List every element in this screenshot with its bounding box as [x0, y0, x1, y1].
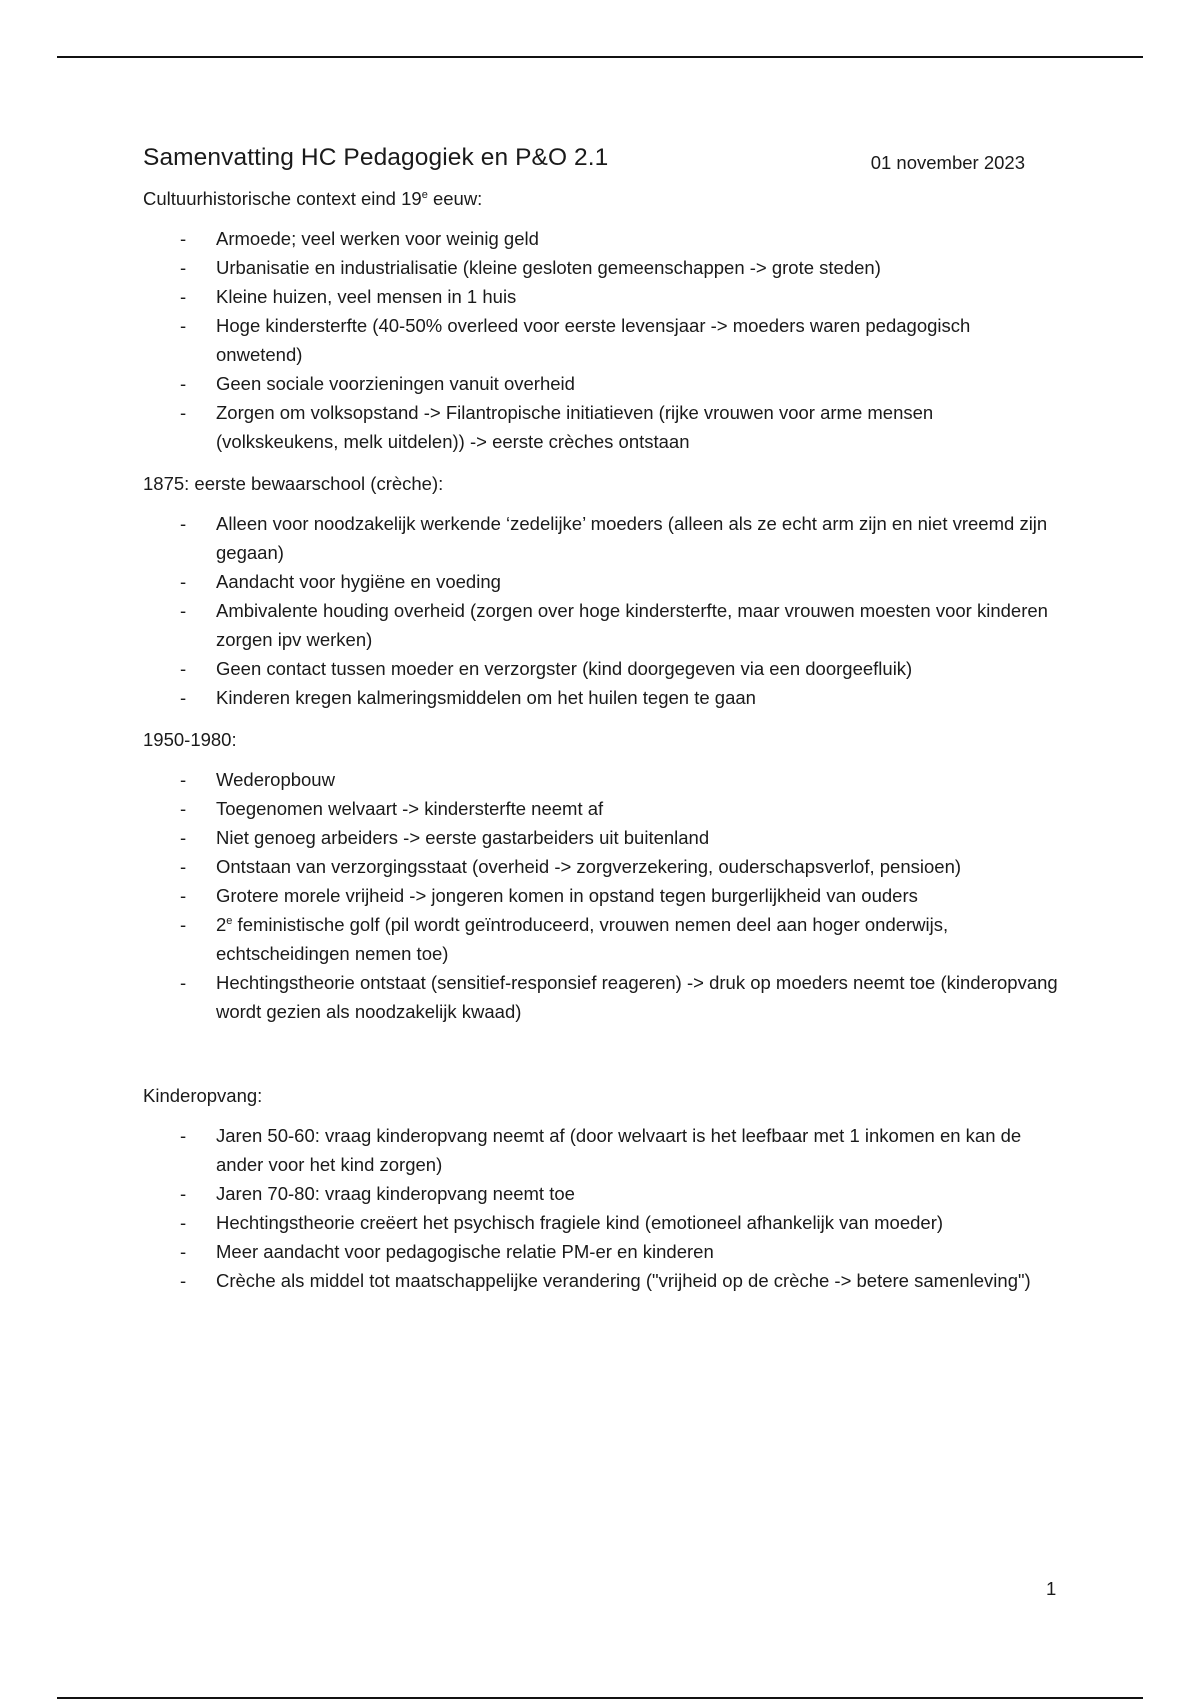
list-item: - Alleen voor noodzakelijk werkende ‘zedelijke’ moeders (alleen als ze echt arm zijn en niet vreemd zijn gegaan) [180, 513, 1048, 563]
spacer [143, 1039, 1058, 1081]
section-heading-kinderopvang: Kinderopvang: [143, 1085, 263, 1106]
list-1875 [143, 509, 1058, 712]
list-item: - Grotere morele vrijheid -> jongeren komen in opstand tegen burgerlijkheid van ouders [180, 885, 918, 906]
title-row [143, 140, 1058, 184]
section-heading-1950-1980: 1950-1980: [143, 729, 237, 750]
document-title: Samenvatting HC Pedagogiek en P&O 2.1 [143, 144, 609, 171]
list-item: - 2e feministische golf (pil wordt geïntroduceerd, vrouwen nemen deel aan hoger onderwijs, echtscheidingen nemen toe) [180, 914, 949, 964]
document-date: 01 november 2023 [870, 152, 1025, 173]
list-item: - Geen sociale voorzieningen vanuit overheid [180, 373, 575, 394]
list-item: - Armoede; veel werken voor weinig geld [180, 228, 539, 249]
page-number: 1 [1046, 1578, 1057, 1599]
list-item: - Geen contact tussen moeder en verzorgster (kind doorgegeven via een doorgeefluik) [180, 658, 913, 679]
list-item: - Meer aandacht voor pedagogische relatie PM-er en kinderen [180, 1241, 714, 1262]
list-item: - Wederopbouw [180, 769, 335, 790]
section-heading-cultural-context: Cultuurhistorische context eind 19e eeuw: [143, 188, 483, 209]
section-heading-1875: 1875: eerste bewaarschool (crèche): [143, 473, 444, 494]
list-item: - Niet genoeg arbeiders -> eerste gastarbeiders uit buitenland [180, 827, 710, 848]
list-item: - Crèche als middel tot maatschappelijke verandering ("vrijheid op de crèche -> betere samenleving") [180, 1270, 1031, 1291]
list-kinderopvang [143, 1121, 1058, 1295]
list-item: - Toegenomen welvaart -> kindersterfte neemt af [180, 798, 604, 819]
header-rule [57, 56, 1143, 58]
list-1950-1980 [143, 765, 1058, 1026]
list-item: - Jaren 50-60: vraag kinderopvang neemt af (door welvaart is het leefbaar met 1 inkomen en kan de ander voor het kind zorgen) [180, 1125, 1022, 1175]
list-item: - Urbanisatie en industrialisatie (kleine gesloten gemeenschappen -> grote steden) [180, 257, 881, 278]
list-item: - Jaren 70-80: vraag kinderopvang neemt toe [180, 1183, 575, 1204]
footer-rule [57, 1697, 1143, 1699]
list-item: - Zorgen om volksopstand -> Filantropische initiatieven (rijke vrouwen voor arme mensen (volkskeukens, melk uitdelen)) -> eerste crèches ontstaan [180, 402, 934, 452]
list-item: - Hechtingstheorie creëert het psychisch fragiele kind (emotioneel afhankelijk van moeder) [180, 1212, 944, 1233]
list-item: - Kleine huizen, veel mensen in 1 huis [180, 286, 517, 307]
list-item: - Hoge kindersterfte (40-50% overleed voor eerste levensjaar -> moeders waren pedagogisch onwetend) [180, 315, 971, 365]
list-item: - Aandacht voor hygiëne en voeding [180, 571, 501, 592]
list-item: - Hechtingstheorie ontstaat (sensitief-responsief reageren) -> druk op moeders neemt toe (kinderopvang wordt gezien als noodzakelijk kwaad) [180, 972, 1058, 1022]
list-item: - Ontstaan van verzorgingsstaat (overheid -> zorgverzekering, ouderschapsverlof, pensioen) [180, 856, 962, 877]
list-cultural-context [143, 224, 1058, 456]
list-item: - Kinderen kregen kalmeringsmiddelen om het huilen tegen te gaan [180, 687, 756, 708]
document-page [143, 140, 1058, 1308]
list-item: - Ambivalente houding overheid (zorgen over hoge kindersterfte, maar vrouwen moesten voor kinderen zorgen ipv werken) [180, 600, 1048, 650]
